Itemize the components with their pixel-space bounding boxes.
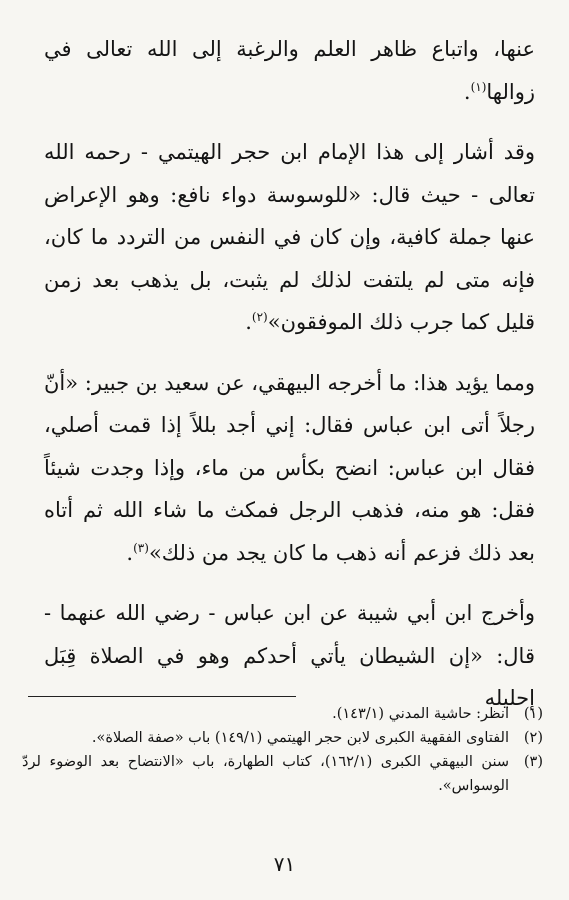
- footnote-2: [22, 726, 543, 750]
- footnote-number: (٣): [523, 754, 543, 770]
- paragraph-text: ومما يؤيد هذا: ما أخرجه البيهقي، عن سعيد بن جبير: «أنّ رجلاً أتى ابن عباس فقال: إني أجد بللاً إذا قمت أصلي، فقال ابن عباس: انضح بكأس من ماء، وإذا وجدت شيئاً فقل: هو منه، فذهب الرجل فمكث ما شاء الله ثم أتاه بعد ذلك فزعم أنه ذهب ما كان يجد من ذلك»: [44, 370, 535, 565]
- footnote-number: (١): [523, 706, 543, 722]
- footnote-text: سنن البيهقي الكبرى (١٦٢/١)، كتاب الطهارة، باب «الانتضاح بعد الوضوء لردّ الوسواس».: [22, 754, 509, 794]
- footnotes: [22, 702, 543, 798]
- footnote-ref: (٢): [251, 310, 268, 324]
- paragraph-3: [44, 362, 535, 575]
- footnote-text: الفتاوى الفقهية الكبرى لابن حجر الهيتمي (١٤٩/١) باب «صفة الصلاة».: [91, 730, 509, 746]
- footnote-ref: (١): [470, 79, 487, 94]
- paragraph-text: عنها، واتباع ظاهر العلم والرغبة إلى الله تعالى في زوالها: [44, 37, 535, 104]
- page-number: ٧١: [273, 852, 296, 876]
- sentence-end: .: [463, 79, 471, 104]
- paragraph-text: وأخرج ابن أبي شيبة عن ابن عباس - رضي الله عنهما - قال: «إن الشيطان يأتي أحدكم وهو في الصلاة قِبَل إحليله: [44, 601, 535, 710]
- footnote-text: انظر: حاشية المدني (١٤٣/١).: [332, 706, 509, 722]
- paragraph-2: [44, 131, 535, 344]
- footnote-1: [22, 702, 543, 726]
- footnote-number: (٢): [523, 730, 543, 746]
- main-text: [44, 28, 535, 720]
- footnote-separator: [28, 696, 296, 697]
- footnote-ref: (٣): [133, 540, 149, 555]
- footnote-3: [22, 750, 543, 798]
- sentence-end: .: [245, 310, 252, 334]
- paragraph-1: [44, 28, 535, 113]
- paragraph-4: [44, 592, 535, 720]
- sentence-end: .: [126, 540, 134, 565]
- paragraph-text: وقد أشار إلى هذا الإمام ابن حجر الهيتمي - رحمه الله تعالى - حيث قال: «للوسوسة دواء نافع: وهو الإعراض عنها جملة كافية، وإن كان في النفس من التردد ما كان، فإنه متى لم يلتفت لذلك لم يثبت، بل يذهب بعد زمن قليل كما جرب ذلك الموفقون»: [44, 140, 535, 334]
